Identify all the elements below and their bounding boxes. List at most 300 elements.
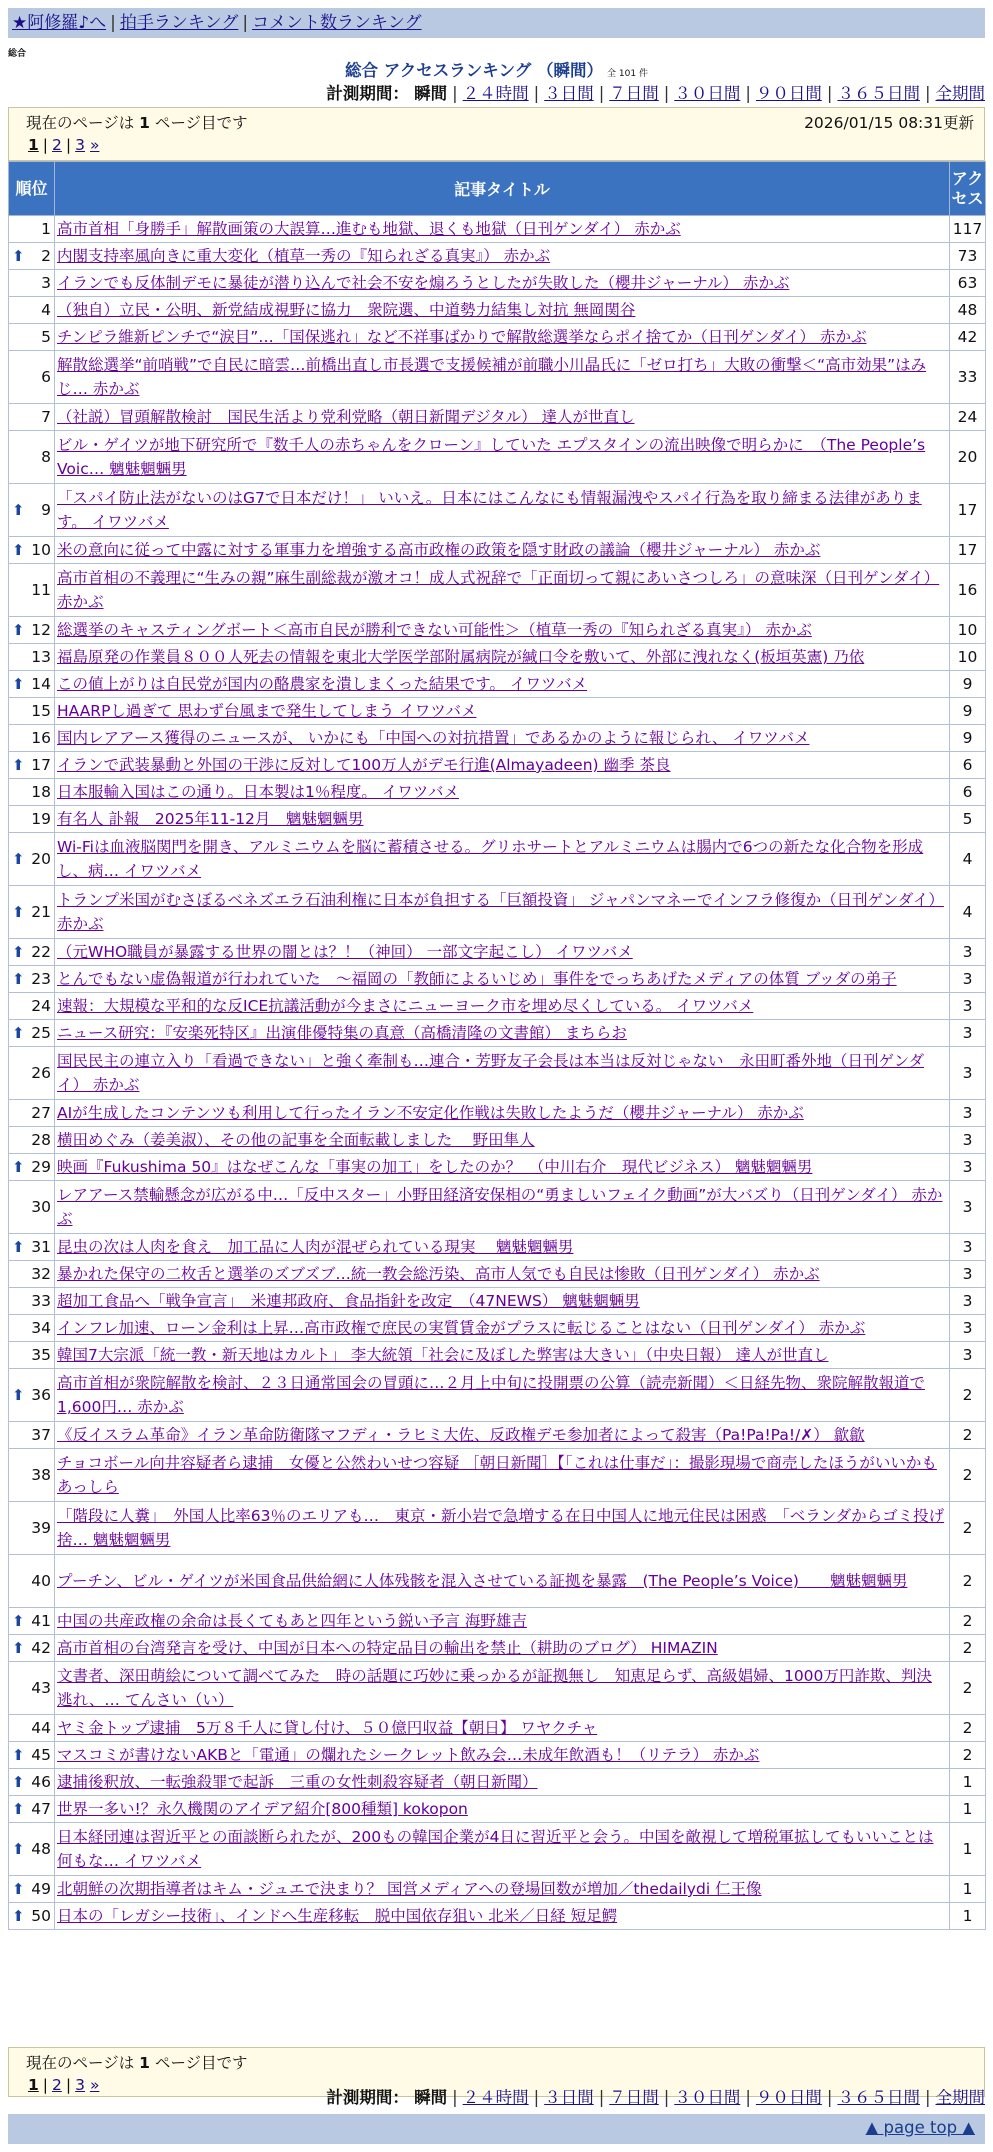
article-link[interactable]: 国民民主の連立入り「看過できない」と強く牽制も…連合・芳野友子会長は本当は反対じゃない 永田町番外地（日刊ゲンダイ） 赤かぶ	[57, 1052, 925, 1094]
rank-cell	[9, 1422, 55, 1449]
table-row	[9, 1288, 986, 1315]
table-row	[9, 1369, 986, 1422]
access-count: 1	[950, 1876, 986, 1903]
rank-number: 50	[31, 1907, 51, 1925]
access-count: 63	[950, 270, 986, 297]
rank-cell	[9, 644, 55, 671]
access-count: 1	[950, 1823, 986, 1876]
rank-cell	[9, 1234, 55, 1261]
rank-cell	[9, 1288, 55, 1315]
table-row	[9, 1261, 986, 1288]
rank-number: 4	[41, 301, 51, 319]
article-link[interactable]: レアアース禁輸懸念が広がる中…「反中スター」小野田経済安保相の“勇ましいフェイク動画”が大バズり（日刊ゲンダイ） 赤かぶ	[57, 1186, 943, 1228]
table-row	[9, 1449, 986, 1502]
access-count: 2	[950, 1369, 986, 1422]
rank-cell	[9, 806, 55, 833]
table-row	[9, 617, 986, 644]
access-count: 3	[950, 1127, 986, 1154]
table-row	[9, 1608, 986, 1635]
rank-number: 19	[31, 810, 51, 828]
page-info-top	[8, 107, 985, 161]
up-arrow-icon: ⬆	[12, 1238, 25, 1256]
rank-number: 22	[31, 943, 51, 961]
table-row	[9, 564, 986, 617]
article-link[interactable]: 韓国7大宗派「統一教・新天地はカルト」 李大統領「社会に及ぼした弊害は大きい」（中央日報） 達人が世直し	[57, 1346, 829, 1364]
rank-number: 24	[31, 997, 51, 1015]
rank-cell	[9, 671, 55, 698]
title-cell	[55, 1315, 950, 1342]
rank-cell	[9, 1369, 55, 1422]
table-row	[9, 216, 986, 243]
rank-cell	[9, 537, 55, 564]
rank-cell	[9, 1903, 55, 1930]
access-count: 17	[950, 484, 986, 537]
up-arrow-icon: ⬆	[12, 1024, 25, 1042]
rank-cell	[9, 351, 55, 404]
home-link[interactable]: ★阿修羅♪へ	[12, 13, 107, 33]
access-count: 9	[950, 671, 986, 698]
table-row	[9, 939, 986, 966]
rank-cell	[9, 1154, 55, 1181]
rank-number: 12	[31, 621, 51, 639]
rank-number: 23	[31, 970, 51, 988]
rank-cell	[9, 1449, 55, 1502]
article-link[interactable]: イランで武装暴動と外国の干渉に反対して100万人がデモ行進(Almayadeen) 幽季 茶良	[57, 756, 671, 774]
article-link[interactable]: とんでもない虚偽報道が行われていた ～福岡の「教師によるいじめ」事件をでっちあげたメディアの体質 ブッダの弟子	[57, 970, 897, 988]
rank-cell	[9, 324, 55, 351]
article-link[interactable]: ニュース研究：『安楽死特区』出演俳優特集の真意（高橋清隆の文書館） まちらお	[57, 1024, 627, 1042]
access-count: 2	[950, 1422, 986, 1449]
rank-number: 41	[31, 1612, 51, 1630]
rank-number: 35	[31, 1346, 51, 1364]
up-arrow-icon: ⬆	[12, 1800, 25, 1818]
up-arrow-icon: ⬆	[12, 1840, 25, 1858]
rank-number: 31	[31, 1238, 51, 1256]
ranking-table	[8, 161, 986, 1930]
rank-number: 40	[31, 1572, 51, 1590]
up-arrow-icon: ⬆	[12, 1612, 25, 1630]
pager-bottom: 1 | 2 | 3 »	[28, 2076, 100, 2094]
article-link[interactable]: 福島原発の作業員８００人死去の情報を東北大学医学部附属病院が緘口令を敷いて、外部に洩れなく(板垣英憲) 乃依	[57, 648, 865, 666]
table-row	[9, 1342, 986, 1369]
nav-separator: |	[110, 13, 116, 33]
title-cell	[55, 993, 950, 1020]
table-row	[9, 537, 986, 564]
title-cell	[55, 404, 950, 431]
title-cell	[55, 216, 950, 243]
rank-cell	[9, 1823, 55, 1876]
nav-link-comment-ranking[interactable]: コメント数ランキング	[252, 13, 422, 33]
title-cell	[55, 351, 950, 404]
rank-cell	[9, 1127, 55, 1154]
article-link[interactable]: 高市首相の不義理に“生みの親”麻生副総裁が激オコ！成人式祝辞で「正面切って親にあいさつしろ」の意味深（日刊ゲンダイ） 赤かぶ	[57, 569, 940, 611]
rank-number: 48	[31, 1840, 51, 1858]
rank-number: 42	[31, 1639, 51, 1657]
table-row	[9, 1422, 986, 1449]
rank-number: 49	[31, 1880, 51, 1898]
title-cell	[55, 431, 950, 484]
rank-number: 16	[31, 729, 51, 747]
pager-current: 1	[28, 136, 39, 154]
article-link[interactable]: 日本服輸入国はこの通り。日本製は1％程度。 イワツバメ	[57, 783, 459, 801]
up-arrow-icon: ⬆	[12, 970, 25, 988]
rank-cell	[9, 1769, 55, 1796]
rank-number: 32	[31, 1265, 51, 1283]
table-row	[9, 1181, 986, 1234]
period-link-365d[interactable]: ３６５日間	[837, 84, 920, 103]
article-link[interactable]: 高市首相「身勝手」解散画策の大誤算…進むも地獄、退くも地獄（日刊ゲンダイ） 赤かぶ	[57, 220, 681, 238]
table-row	[9, 1823, 986, 1876]
article-link[interactable]: 北朝鮮の次期指導者はキム・ジュエで決まり？ 国営メディアへの登場回数が増加／thedailydi 仁王像	[57, 1880, 762, 1898]
article-link[interactable]: 日本の「レガシー技術」、インドへ生産移転 脱中国依存狙い 北米／日経 短足鰐	[57, 1907, 618, 1925]
article-link[interactable]: プーチン、ビル・ゲイツが米国食品供給網に人体残骸を混入させている証拠を暴露 (The People’s Voice) 魑魅魍魎男	[57, 1572, 908, 1590]
pager-link-2[interactable]: 2	[52, 136, 62, 154]
rank-number: 3	[41, 274, 51, 292]
top-nav-bar	[8, 8, 985, 38]
pager-next[interactable]: »	[89, 2076, 100, 2094]
title-cell	[55, 1422, 950, 1449]
article-link[interactable]: 暴かれた保守の二枚舌と選挙のズブズブ…統一教会総汚染、高市人気でも自民は惨敗（日刊ゲンダイ） 赤かぶ	[57, 1265, 820, 1283]
rank-number: 25	[31, 1024, 51, 1042]
access-count: 33	[950, 351, 986, 404]
access-count: 6	[950, 779, 986, 806]
rank-number: 21	[31, 903, 51, 921]
rank-cell	[9, 1742, 55, 1769]
title-cell	[55, 1876, 950, 1903]
rank-cell	[9, 1876, 55, 1903]
table-row	[9, 404, 986, 431]
access-count: 2	[950, 1742, 986, 1769]
rank-cell	[9, 297, 55, 324]
rank-number: 7	[41, 408, 51, 426]
nav-link-clap-ranking[interactable]: 拍手ランキング	[119, 13, 239, 33]
rank-cell	[9, 993, 55, 1020]
article-link[interactable]: 内閣支持率風向きに重大変化（植草一秀の『知られざる真実』） 赤かぶ	[57, 247, 551, 265]
table-row	[9, 725, 986, 752]
access-count: 3	[950, 939, 986, 966]
pager-link-3[interactable]: 3	[75, 136, 86, 154]
up-arrow-icon: ⬆	[12, 1907, 25, 1925]
access-count: 3	[950, 966, 986, 993]
rank-cell	[9, 484, 55, 537]
title-cell	[55, 833, 950, 886]
article-link[interactable]: 米の意向に従って中露に対する軍事力を増強する高市政権の政策を隠す財政の議論（櫻井ジャーナル） 赤かぶ	[57, 541, 821, 559]
rank-cell	[9, 431, 55, 484]
header-title: 記事タイトル	[55, 162, 950, 216]
access-count: 24	[950, 404, 986, 431]
rank-number: 5	[41, 328, 51, 346]
title-cell	[55, 1181, 950, 1234]
table-row	[9, 351, 986, 404]
rank-number: 13	[31, 648, 51, 666]
rank-number: 9	[41, 501, 51, 519]
article-link[interactable]: Wi-Fiは血液脳関門を開き、アルミニウムを脳に蓄積させる。グリホサートとアルミニウムは腸内で6つの新たな化合物を形成し、病… イワツバメ	[57, 838, 924, 880]
rank-number: 17	[31, 756, 51, 774]
table-row	[9, 698, 986, 725]
rank-cell	[9, 833, 55, 886]
rank-number: 34	[31, 1319, 51, 1337]
rank-number: 45	[31, 1746, 51, 1764]
page-top-link[interactable]: ▲ page top ▲	[865, 2118, 975, 2137]
article-link[interactable]: 解散総選挙“前哨戦”で自民に暗雲…前橋出直し市長選で支援候補が前職小川晶氏に「ゼロ打ち」大敗の衝撃＜“高市効果”はみじ… 赤かぶ	[57, 356, 927, 398]
access-count: 3	[950, 1234, 986, 1261]
rank-number: 20	[31, 850, 51, 868]
article-link[interactable]: （独自）立民・公明、新党結成視野に協力 衆院選、中道勢力結集し対抗 無岡関谷	[57, 301, 636, 319]
pager-next[interactable]: »	[89, 136, 100, 154]
title-cell	[55, 1020, 950, 1047]
rank-cell	[9, 698, 55, 725]
rank-number: 36	[31, 1386, 51, 1404]
title-cell	[55, 324, 950, 351]
access-count: 3	[950, 1288, 986, 1315]
access-count: 3	[950, 1342, 986, 1369]
access-count: 2	[950, 1555, 986, 1608]
article-link[interactable]: 国内レアアース獲得のニュースが、 いかにも「中国への対抗措置」であるかのように報じられ、 イワツバメ	[57, 729, 810, 747]
access-count: 10	[950, 617, 986, 644]
pager-link-3[interactable]: 3	[75, 2076, 86, 2094]
table-row	[9, 1903, 986, 1930]
article-link[interactable]: AIが生成したコンテンツも利用して行ったイラン不安定化作戦は失敗したようだ（櫻井ジャーナル） 赤かぶ	[57, 1104, 804, 1122]
rank-number: 6	[41, 368, 51, 386]
up-arrow-icon: ⬆	[12, 903, 25, 921]
table-row	[9, 297, 986, 324]
rank-number: 39	[31, 1519, 51, 1537]
header-rank: 順位	[9, 162, 55, 216]
table-row	[9, 324, 986, 351]
article-link[interactable]: ヤミ金トップ逮捕 5万８千人に貸し付け、５０億円収益【朝日】 ワヤクチャ	[57, 1719, 598, 1737]
period-current: 瞬間	[414, 2088, 448, 2107]
rank-cell	[9, 1315, 55, 1342]
title-cell	[55, 1047, 950, 1100]
period-link-7d[interactable]: ７日間	[609, 2088, 659, 2107]
rank-number: 8	[41, 448, 51, 466]
rank-number: 11	[31, 581, 51, 599]
table-row	[9, 243, 986, 270]
title-cell	[55, 1502, 950, 1555]
table-row	[9, 1635, 986, 1662]
access-count: 6	[950, 752, 986, 779]
up-arrow-icon: ⬆	[12, 1880, 25, 1898]
period-link-7d[interactable]: ７日間	[609, 84, 659, 103]
up-arrow-icon: ⬆	[12, 1386, 25, 1404]
rank-cell	[9, 1555, 55, 1608]
article-link[interactable]: 世界一多い!？永久機関のアイデア紹介[800種類] kokopon	[57, 1800, 468, 1818]
access-count: 3	[950, 993, 986, 1020]
table-row	[9, 1662, 986, 1715]
article-link[interactable]: ビル・ゲイツが地下研究所で『数千人の赤ちゃんをクローン』していた エプスタインの流出映像で明らかに （The People’s Voic… 魑魅魍魎男	[57, 436, 926, 478]
rank-cell	[9, 1047, 55, 1100]
table-row	[9, 1876, 986, 1903]
header-access: アクセス	[950, 162, 986, 216]
article-link[interactable]: チョコボール向井容疑者ら逮捕 女優と公然わいせつ容疑 ［朝日新聞］【「これは仕事だ」：撮影現場で商売したほうがいいかも あっしら	[57, 1454, 937, 1496]
rank-cell	[9, 404, 55, 431]
article-link[interactable]: 映画『Fukushima 50』はなぜこんな「事実の加工」をしたのか？ （中川右介 現代ビジネス） 魑魅魍魎男	[57, 1158, 813, 1176]
period-link-90d[interactable]: ９０日間	[755, 2088, 822, 2107]
period-label: 計測期間：	[326, 84, 409, 103]
period-link-24h[interactable]: ２４時間	[462, 2088, 529, 2107]
title-cell	[55, 1154, 950, 1181]
period-label: 計測期間：	[326, 2088, 409, 2107]
rank-cell	[9, 243, 55, 270]
period-link-365d[interactable]: ３６５日間	[837, 2088, 920, 2107]
article-link[interactable]: インフレ加速、ローン金利は上昇…高市政権で庶民の実質賃金がプラスに転じることはない（日刊ゲンダイ） 赤かぶ	[57, 1319, 866, 1337]
title-cell	[55, 537, 950, 564]
access-count: 1	[950, 1796, 986, 1823]
rank-number: 37	[31, 1426, 51, 1444]
article-link[interactable]: マスコミが書けないAKBと「電通」の爛れたシークレット飲み会…未成年飲酒も！（リテラ） 赤かぶ	[57, 1746, 760, 1764]
article-link[interactable]: 文書者、深田萌絵について調べてみた 時の話題に巧妙に乗っかるが証拠無し 知恵足らず、高級娼婦、1000万円詐欺、判決逃れ、… てんさい（い）	[57, 1667, 932, 1709]
access-count: 9	[950, 725, 986, 752]
table-row	[9, 1127, 986, 1154]
title-cell	[55, 725, 950, 752]
table-row	[9, 1502, 986, 1555]
rank-number: 44	[31, 1719, 51, 1737]
rank-cell	[9, 1181, 55, 1234]
table-row	[9, 966, 986, 993]
period-link-24h[interactable]: ２４時間	[462, 84, 529, 103]
rank-number: 18	[31, 783, 51, 801]
pager-top: 1 | 2 | 3 »	[28, 136, 100, 154]
access-count: 42	[950, 324, 986, 351]
rank-cell	[9, 752, 55, 779]
up-arrow-icon: ⬆	[12, 621, 25, 639]
up-arrow-icon: ⬆	[12, 675, 25, 693]
title-cell	[55, 1555, 950, 1608]
period-link-all[interactable]: 全期間	[935, 2088, 985, 2107]
up-arrow-icon: ⬆	[12, 541, 25, 559]
rank-number: 27	[31, 1104, 51, 1122]
access-count: 3	[950, 1047, 986, 1100]
rank-cell	[9, 886, 55, 939]
access-count: 117	[950, 216, 986, 243]
article-link[interactable]: 高市首相の台湾発言を受け、中国が日本への特定品目の輸出を禁止（耕助のブログ） HIMAZIN	[57, 1639, 718, 1657]
title-cell	[55, 1742, 950, 1769]
title-cell	[55, 752, 950, 779]
ranking-body	[9, 216, 986, 1930]
table-row	[9, 1555, 986, 1608]
rank-number: 38	[31, 1466, 51, 1484]
article-link[interactable]: 《反イスラム革命》イラン革命防衛隊マフディ・ラヒミ大佐、反政権デモ参加者によって殺害（Pa!Pa!Pa!/✗） 歙歙	[57, 1426, 865, 1444]
article-link[interactable]: 総選挙のキャスティングボート＜高市自民が勝利できない可能性＞（植草一秀の『知られざる真実』） 赤かぶ	[57, 621, 812, 639]
title-cell	[55, 886, 950, 939]
footer-bar	[8, 2114, 985, 2144]
up-arrow-icon: ⬆	[12, 247, 25, 265]
article-link[interactable]: 超加工食品へ「戦争宣言」 米連邦政府、食品指針を改定 （47NEWS） 魑魅魍魎男	[57, 1292, 640, 1310]
rank-number: 30	[31, 1198, 51, 1216]
access-count: 4	[950, 833, 986, 886]
article-link[interactable]: 横田めぐみ（姜美淑）、その他の記事を全面転載しました 野田隼人	[57, 1131, 535, 1149]
access-count: 3	[950, 1315, 986, 1342]
rank-cell	[9, 617, 55, 644]
rank-number: 14	[31, 675, 51, 693]
title-cell	[55, 1127, 950, 1154]
nav-separator: |	[242, 13, 249, 33]
access-count: 10	[950, 644, 986, 671]
table-row	[9, 270, 986, 297]
period-link-3d[interactable]: ３日間	[544, 2088, 594, 2107]
rank-number: 15	[31, 702, 51, 720]
current-page-text: 現在のページは 1 ページ目です	[26, 114, 248, 132]
article-link[interactable]: イランでも反体制デモに暴徒が潜り込んで社会不安を煽ろうとしたが失敗した（櫻井ジャーナル） 赤かぶ	[57, 274, 790, 292]
access-count: 16	[950, 564, 986, 617]
article-link[interactable]: 昆虫の次は人肉を食え 加工品に人肉が混ぜられている現実 魑魅魍魎男	[57, 1238, 574, 1256]
article-link[interactable]: 逮捕後釈放、一転強殺罪で起訴 三重の女性刺殺容疑者（朝日新聞）	[57, 1773, 538, 1791]
title-cell	[55, 1608, 950, 1635]
article-link[interactable]: この値上がりは自民党が国内の酪農家を潰しまくった結果です。 イワツバメ	[57, 675, 588, 693]
title-cell	[55, 564, 950, 617]
period-link-3d[interactable]: ３日間	[544, 84, 594, 103]
title-cell	[55, 1796, 950, 1823]
period-link-30d[interactable]: ３０日間	[674, 2088, 741, 2107]
up-arrow-icon: ⬆	[12, 756, 25, 774]
pager-current: 1	[28, 2076, 39, 2094]
title-cell	[55, 1903, 950, 1930]
access-count: 3	[950, 1020, 986, 1047]
access-count: 48	[950, 297, 986, 324]
article-link[interactable]: 「階段に人糞」 外国人比率63％のエリアも… 東京・新小岩で急増する在日中国人に地元住民は困惑 「ベランダからゴミ投げ捨… 魑魅魍魎男	[57, 1507, 945, 1549]
access-count: 9	[950, 698, 986, 725]
article-link[interactable]: 高市首相が衆院解散を検討、２３日通常国会の冒頭に…２月上中旬に投開票の公算（読売新聞）＜日経先物、衆院解散報道で1,600円… 赤かぶ	[57, 1374, 926, 1416]
title-cell	[55, 1234, 950, 1261]
total-count: 全 101 件	[607, 69, 648, 79]
article-link[interactable]: 「スパイ防止法がないのはG7で日本だけ！」 いいえ。日本にはこんなにも情報漏洩やスパイ行為を取り締まる法律があります。 イワツバメ	[57, 489, 922, 531]
up-arrow-icon: ⬆	[12, 501, 25, 519]
access-count: 4	[950, 886, 986, 939]
up-arrow-icon: ⬆	[12, 1158, 25, 1176]
table-row	[9, 1715, 986, 1742]
article-link[interactable]: 有名人 訃報 2025年11-12月 魑魅魍魎男	[57, 810, 364, 828]
title-cell	[55, 1369, 950, 1422]
up-arrow-icon: ⬆	[12, 943, 25, 961]
rank-number: 29	[31, 1158, 51, 1176]
table-row	[9, 644, 986, 671]
title-cell	[55, 939, 950, 966]
article-link[interactable]: （元WHO職員が暴露する世界の闇とは？！（神回） 一部文字起こし） イワツバメ	[57, 943, 633, 961]
article-link[interactable]: トランプ米国がむさぼるベネズエラ石油利権に日本が負担する「巨額投資」 ジャパンマネーでインフラ修復か（日刊ゲンダイ） 赤かぶ	[57, 891, 944, 933]
access-count: 17	[950, 537, 986, 564]
period-link-30d[interactable]: ３０日間	[674, 84, 741, 103]
period-link-90d[interactable]: ９０日間	[755, 84, 822, 103]
access-count: 5	[950, 806, 986, 833]
rank-cell	[9, 725, 55, 752]
title-cell	[55, 1288, 950, 1315]
article-link[interactable]: 中国の共産政権の余命は長くてもあと四年という鋭い予言 海野雄吉	[57, 1612, 527, 1630]
title-cell	[55, 671, 950, 698]
article-link[interactable]: 日本経団連は習近平との面談断られたが、200もの韓国企業が4日に習近平と会う。中国を敵視して増税軍拡してもいいことは何もな… イワツバメ	[57, 1828, 934, 1870]
access-count: 2	[950, 1635, 986, 1662]
article-link[interactable]: HAARPし過ぎて 思わず台風まで発生してしまう イワツバメ	[57, 702, 477, 720]
pager-link-2[interactable]: 2	[52, 2076, 62, 2094]
up-arrow-icon: ⬆	[12, 850, 25, 868]
table-row	[9, 752, 986, 779]
article-link[interactable]: （社説）冒頭解散検討 国民生活より党利党略（朝日新聞デジタル） 達人が世直し	[57, 408, 635, 426]
rank-cell	[9, 216, 55, 243]
article-link[interactable]: 速報：大規模な平和的な反ICE抗議活動が今まさにニューヨーク市を埋め尽くしている。 イワツバメ	[57, 997, 754, 1015]
rank-number: 33	[31, 1292, 51, 1310]
table-row	[9, 806, 986, 833]
table-row	[9, 886, 986, 939]
table-row	[9, 993, 986, 1020]
period-link-all[interactable]: 全期間	[935, 84, 985, 103]
table-row	[9, 484, 986, 537]
rank-number: 46	[31, 1773, 51, 1791]
rank-number: 47	[31, 1800, 51, 1818]
article-link[interactable]: チンピラ維新ピンチで“涙目”…「国保逃れ」など不祥事ばかりで解散総選挙ならポイ捨てか（日刊ゲンダイ） 赤かぶ	[57, 328, 867, 346]
up-arrow-icon: ⬆	[12, 1746, 25, 1764]
access-count: 20	[950, 431, 986, 484]
rank-cell	[9, 564, 55, 617]
title-cell	[55, 484, 950, 537]
